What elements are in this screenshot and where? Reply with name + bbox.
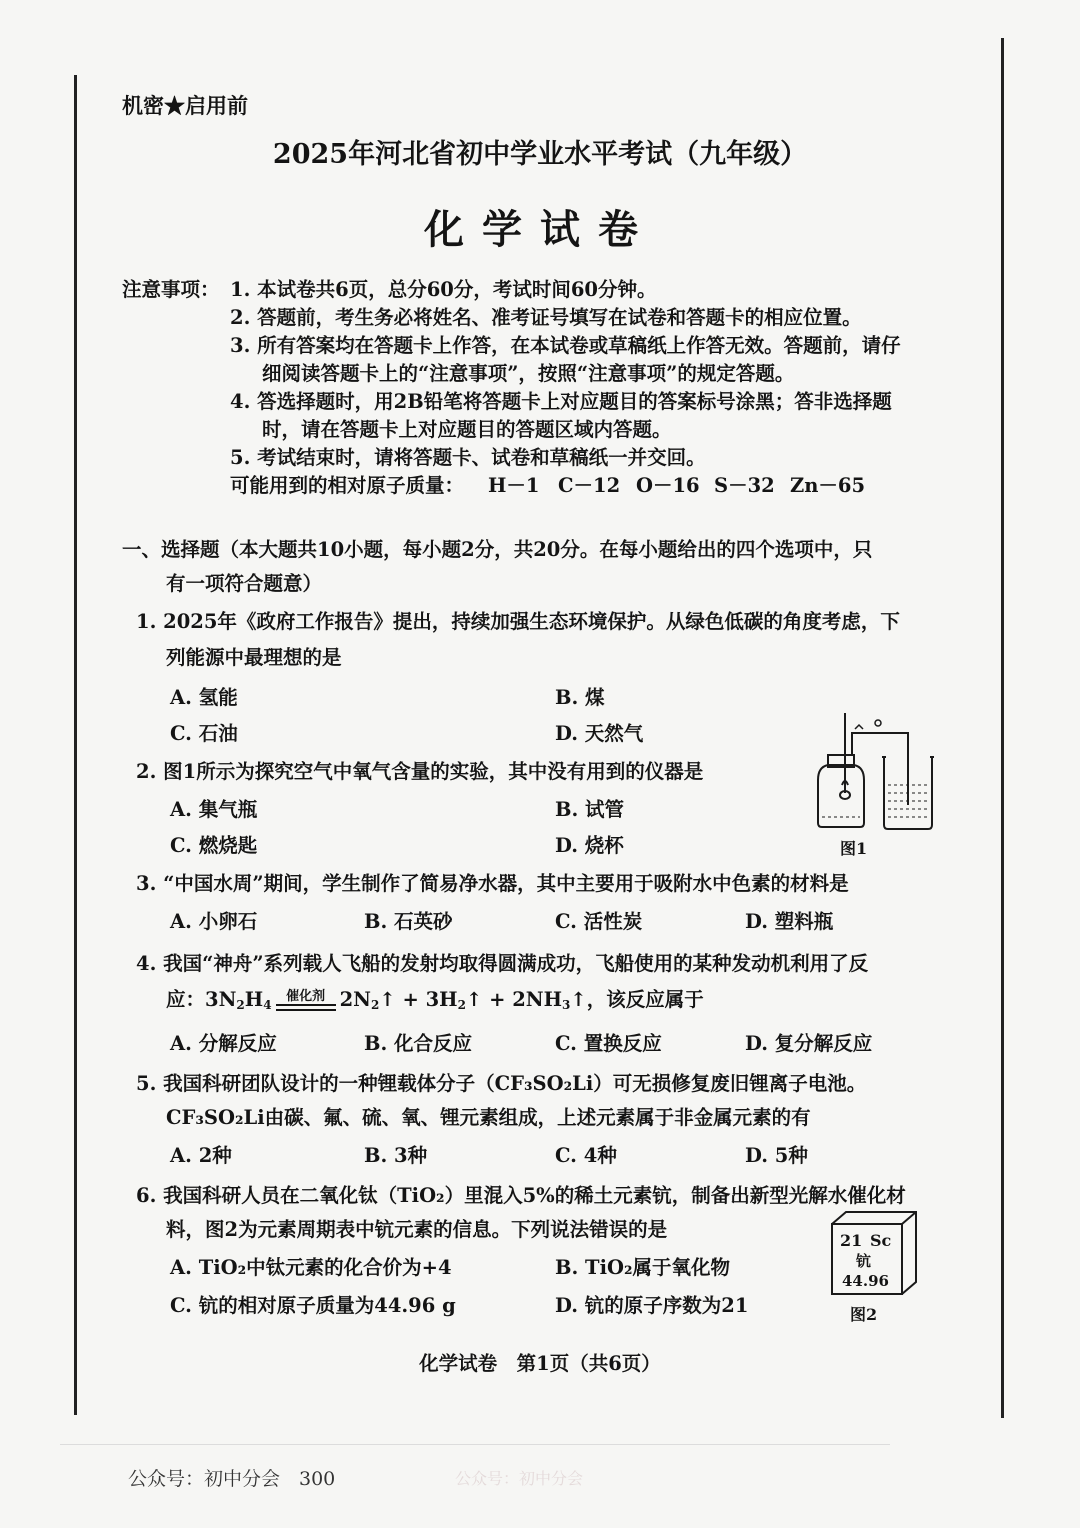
section-heading: 一、选择题（本大题共10小题，每小题2分，共20分。在每小题给出的四个选项中，只: [122, 538, 873, 561]
element-mass: 44.96: [842, 1272, 889, 1290]
notice-item: 1. 本试卷共6页，总分60分，考试时间60分钟。: [230, 278, 657, 301]
question-4-equation: 应：$3N_2H_4$ 催化剂 $2N_2↑$ + $3H_2↑$ + $2NH_3↑$，该反应属于: [166, 988, 704, 1012]
question-3: 3. “中国水周”期间，学生制作了简易净水器，其中主要用于吸附水中色素的材料是: [136, 872, 849, 895]
page-border-left: [74, 75, 77, 1415]
element-name: 钪: [856, 1252, 872, 1270]
atomic-mass-o: O－16: [636, 474, 700, 497]
notice-item: 时，请在答题卡上对应题目的答题区域内答题。: [262, 418, 672, 441]
atomic-mass-c: C－12: [558, 474, 621, 497]
divider: [60, 1444, 890, 1445]
notice-item: 2. 答题前，考生务必将姓名、准考证号填写在试卷和答题卡的相应位置。: [230, 306, 862, 329]
notice-item: 细阅读答题卡上的“注意事项”，按照“注意事项”的规定答题。: [262, 362, 795, 385]
option: B. 化合反应: [364, 1032, 473, 1055]
catalyst-label: 催化剂: [286, 989, 326, 1004]
section-heading-cont: 有一项符合题意）: [166, 572, 323, 595]
question-5-cont: CF₃SO₂Li由碳、氟、硫、氧、锂元素组成，上述元素属于非金属元素的有: [166, 1106, 811, 1129]
option: B. 石英砂: [364, 910, 453, 933]
option: C. 石油: [170, 722, 238, 745]
paper-title: 化学试卷: [424, 206, 656, 253]
option: B. 3种: [364, 1144, 428, 1167]
option: D. 塑料瓶: [745, 910, 834, 933]
atomic-mass-s: S－32: [714, 474, 775, 497]
question-2: 2. 图1所示为探究空气中氧气含量的实验，其中没有用到的仪器是: [136, 760, 704, 783]
figure-1-apparatus: [800, 705, 940, 835]
option: C. 活性炭: [555, 910, 643, 933]
option: C. 钪的相对原子质量为44.96 g: [170, 1294, 456, 1317]
element-symbol: Sc: [870, 1231, 892, 1250]
equation-suffix: ，该反应属于: [586, 988, 704, 1011]
figure-2-caption: 图2: [850, 1305, 878, 1324]
question-1: 1. 2025年《政府工作报告》提出，持续加强生态环境保护。从绿色低碳的角度考虑，下: [136, 610, 900, 633]
notice-item: 4. 答选择题时，用2B铅笔将答题卡上对应题目的答案标号涂黑；答非选择题: [230, 390, 892, 413]
option: A. 集气瓶: [170, 798, 258, 821]
option: D. 天然气: [555, 722, 644, 745]
option: A. 小卵石: [170, 910, 258, 933]
option: B. TiO₂属于氧化物: [555, 1256, 731, 1279]
notice-item: 3. 所有答案均在答题卡上作答，在本试卷或草稿纸上作答无效。答题前，请仔: [230, 334, 901, 357]
question-4: 4. 我国“神舟”系列载人飞船的发射均取得圆满成功，飞船使用的某种发动机利用了反: [136, 952, 869, 975]
element-number: 21: [840, 1231, 863, 1250]
option: C. 燃烧匙: [170, 834, 258, 857]
option: B. 煤: [555, 686, 605, 709]
question-5: 5. 我国科研团队设计的一种锂载体分子（CF₃SO₂Li）可无损修复废旧锂离子电池。: [136, 1072, 867, 1095]
equation-prefix: 应：: [166, 988, 206, 1011]
equation-arrow: [276, 990, 336, 1011]
notice-item: 5. 考试结束时，请将答题卡、试卷和草稿纸一并交回。: [230, 446, 706, 469]
atomic-mass-label: 可能用到的相对原子质量：: [230, 474, 465, 497]
page-footer: 化学试卷 第1页（共6页）: [419, 1352, 661, 1375]
option: D. 5种: [745, 1144, 808, 1167]
option: A. 分解反应: [170, 1032, 277, 1055]
atomic-mass-zn: Zn－65: [790, 474, 866, 497]
question-6: 6. 我国科研人员在二氧化钛（TiO₂）里混入5%的稀土元素钪，制备出新型光解水催化材: [136, 1184, 906, 1207]
option: C. 4种: [555, 1144, 617, 1167]
notice-label: 注意事项：: [122, 278, 220, 301]
exam-title: 2025年河北省初中学业水平考试（九年级）: [272, 139, 808, 170]
option: B. 试管: [555, 798, 625, 821]
question-1-cont: 列能源中最理想的是: [166, 646, 342, 669]
option: A. 氢能: [170, 686, 238, 709]
watermark-faint: 公众号：初中分会: [455, 1469, 584, 1488]
atomic-mass-h: H－1: [488, 474, 540, 497]
option: A. 2种: [170, 1144, 232, 1167]
option: D. 钪的原子序数为21: [555, 1294, 749, 1317]
figure-1-caption: 图1: [840, 839, 868, 858]
watermark-text: 公众号：初中分会 300: [128, 1468, 336, 1490]
confidential-label: 机密★启用前: [122, 93, 248, 118]
option: A. TiO₂中钛元素的化合价为+4: [170, 1256, 452, 1279]
option: C. 置换反应: [555, 1032, 662, 1055]
option: D. 烧杯: [555, 834, 624, 857]
question-6-cont: 料，图2为元素周期表中钪元素的信息。下列说法错误的是: [166, 1218, 668, 1241]
option: D. 复分解反应: [745, 1032, 873, 1055]
figure-2-element-cell: [828, 1208, 920, 1298]
